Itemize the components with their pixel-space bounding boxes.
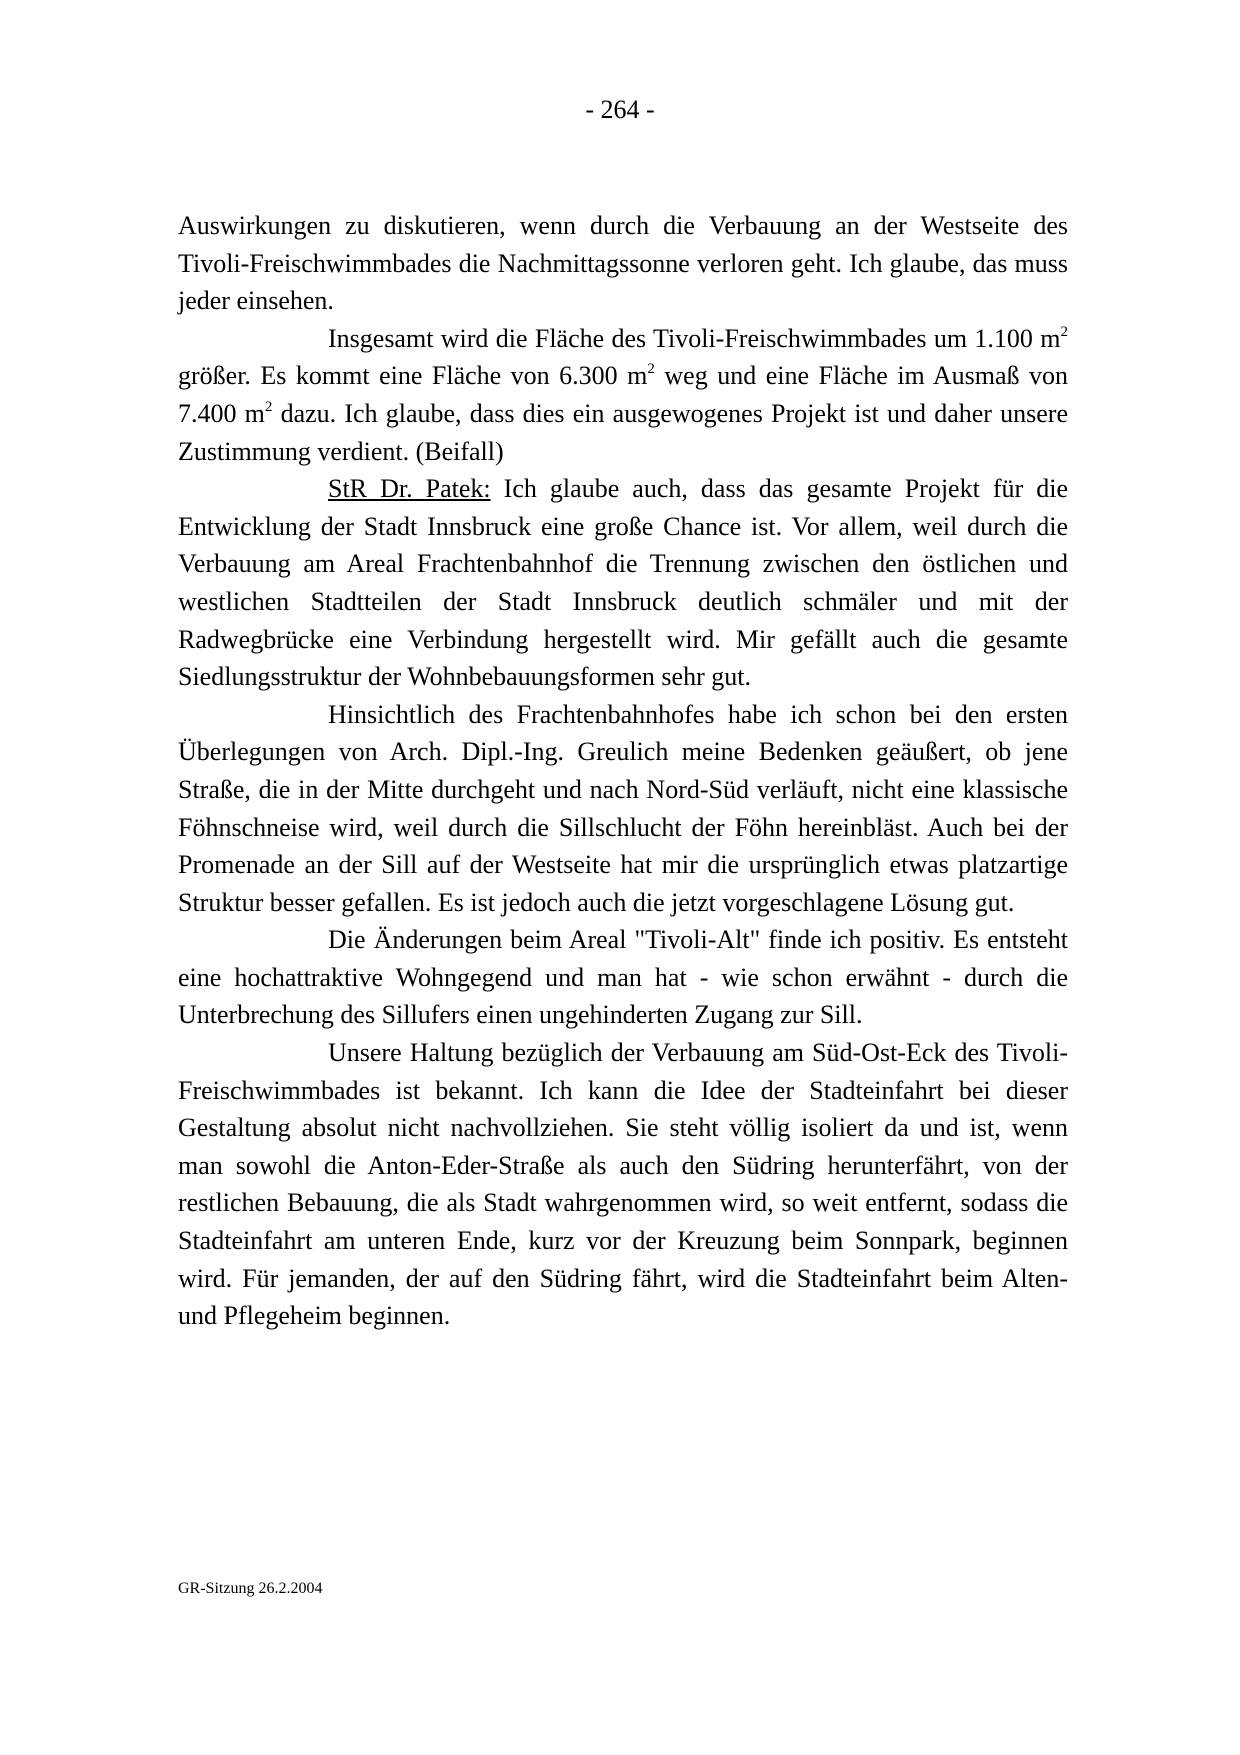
paragraph: Die Änderungen beim Areal "Tivoli-Alt" finde ich positiv. Es entsteht eine hochattraktive Wohngegend und man hat - wie schon erwähnt - durch die Unterbrechung des Sillufers einen ungehinderten Zugang zur Sill. (178, 925, 1068, 1030)
paragraph-area-sizes (178, 320, 1068, 470)
text-segment: weg und eine Fläche im Ausmaß von 7.400 m (178, 361, 1068, 428)
paragraph: Unsere Haltung bezüglich der Verbauung am Süd-Ost-Eck des Tivoli-Freischwimmbades ist bekannt. Ich kann die Idee der Stadteinfahrt bei dieser Gestaltung absolut nicht nachvollziehen. Sie steht völlig isoliert da und ist, wenn man sowohl die Anton-Eder-Straße als auch den Südring herunterfährt, von der restlichen Bebauung, die als Stadt wahrgenommen wird, so weit entfernt, sodass die Stadteinfahrt am unteren Ende, kurz vor der Kreuzung beim Sonnpark, beginnen wird. Für jemanden, der auf den Südring fährt, wird die Stadteinfahrt beim Alten- und Pflegeheim beginnen. (178, 1038, 1068, 1331)
text-segment: größer. Es kommt eine Fläche von 6.300 m (178, 361, 648, 391)
superscript: 2 (647, 361, 655, 378)
text-segment: Insgesamt wird die Fläche des Tivoli-Freischwimmbades um 1.100 m (328, 323, 1061, 353)
footer-session-date: GR-Sitzung 26.2.2004 (178, 1580, 323, 1597)
superscript: 2 (264, 398, 273, 415)
document-body (178, 207, 1068, 1335)
paragraph: Auswirkungen zu diskutieren, wenn durch die Verbauung an der Westseite des Tivoli-Freischwimmbades die Nachmittagssonne verloren geht. Ich glaube, das muss jeder einsehen. (178, 211, 1068, 316)
paragraph-speaker (178, 470, 1068, 696)
speaker-name: StR Dr. Patek: (328, 474, 491, 504)
paragraph: Hinsichtlich des Frachtenbahnhofes habe ich schon bei den ersten Überlegungen von Arch. Dipl.-Ing. Greulich meine Bedenken geäußert, ob jene Straße, die in der Mitte durchgeht und nach Nord-Süd verläuft, nicht eine klassische Föhnschneise wird, weil durch die Sillschlucht der Föhn hereinbläst. Auch bei der Promenade an der Sill auf der Westseite hat mir die ursprünglich etwas platzartige Struktur besser gefallen. Es ist jedoch auch die jetzt vorgeschlagene Lösung gut. (178, 699, 1068, 917)
speech-text: Ich glaube auch, dass das gesamte Projekt für die Entwicklung der Stadt Innsbruck eine große Chance ist. Vor allem, weil durch die Verbauung am Areal Frachtenbahnhof die Trennung zwischen den östlichen und westlichen Stadtteilen der Stadt Innsbruck deutlich schmäler und mit der Radwegbrücke eine Verbindung hergestellt wird. Mir gefällt auch die gesamte Siedlungsstruktur der Wohnbebauungsformen sehr gut. (178, 474, 1068, 692)
page-number: - 264 - (585, 95, 655, 124)
text-segment: dazu. Ich glaube, dass dies ein ausgewogenes Projekt ist und daher unsere Zustimmung verdient. (Beifall) (178, 398, 1068, 466)
superscript: 2 (1060, 323, 1068, 340)
